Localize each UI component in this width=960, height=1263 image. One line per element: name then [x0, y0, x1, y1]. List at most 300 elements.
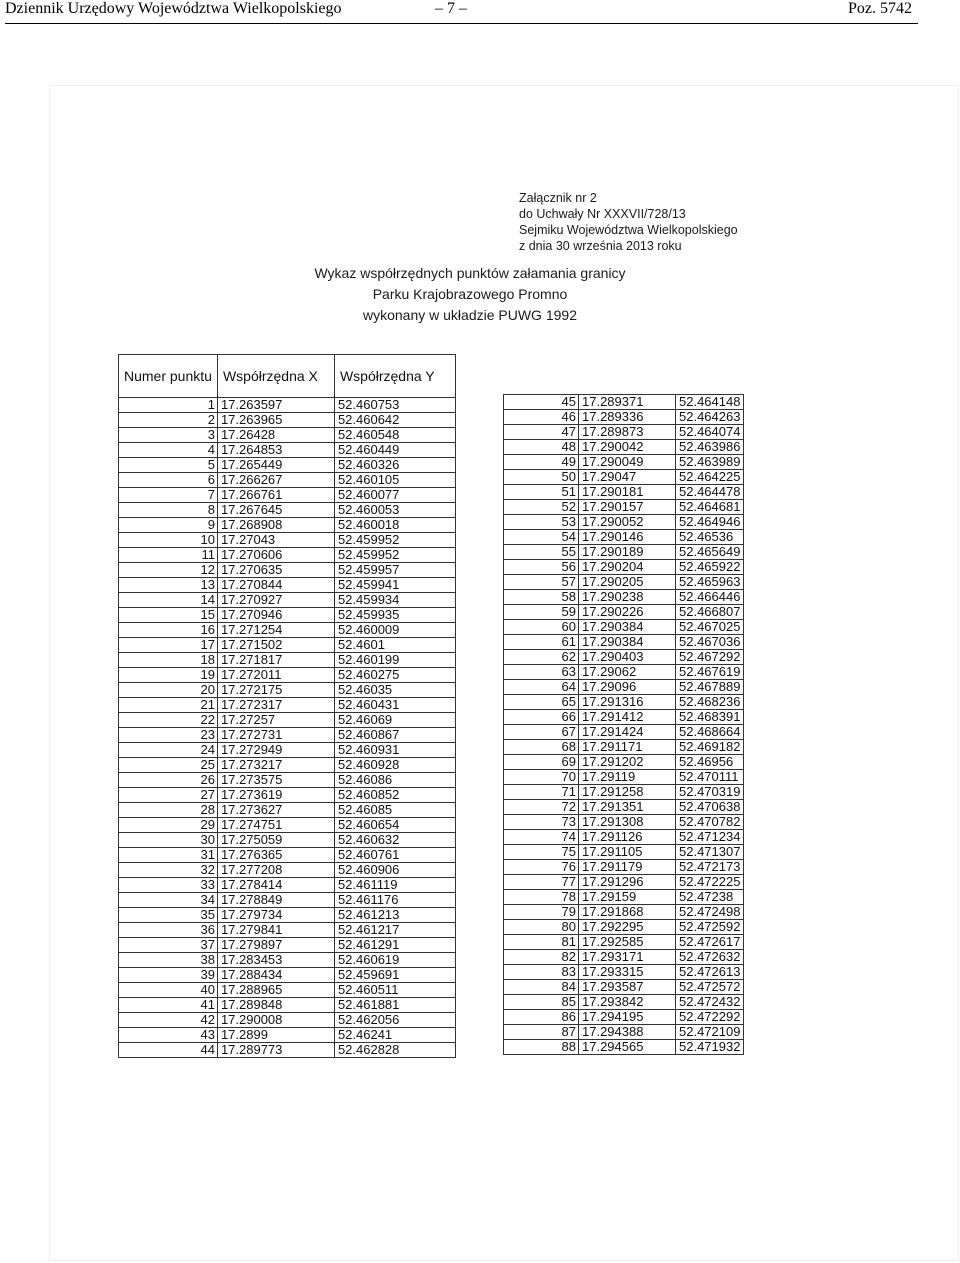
point-number: 74	[504, 830, 579, 845]
coordinate-y: 52.467036	[676, 635, 744, 650]
table-row	[119, 953, 456, 968]
point-number: 81	[504, 935, 579, 950]
coordinate-x: 17.268908	[217, 518, 334, 533]
coordinate-x: 17.29047	[579, 470, 676, 485]
coordinate-y: 52.461217	[334, 923, 455, 938]
coordinate-y: 52.460511	[334, 983, 455, 998]
coordinate-y: 52.467889	[676, 680, 744, 695]
point-number: 52	[504, 500, 579, 515]
coordinate-y: 52.470638	[676, 800, 744, 815]
coordinate-x: 17.272949	[217, 743, 334, 758]
point-number: 78	[504, 890, 579, 905]
table-row	[504, 530, 744, 545]
point-number: 83	[504, 965, 579, 980]
coordinate-y: 52.459934	[334, 593, 455, 608]
coordinate-y: 52.460275	[334, 668, 455, 683]
table-row	[504, 500, 744, 515]
coordinate-x: 17.291868	[579, 905, 676, 920]
table-row	[119, 758, 456, 773]
table-row	[504, 395, 744, 410]
table-row	[119, 863, 456, 878]
point-number: 11	[119, 548, 218, 563]
header-number: Numer punktu	[119, 355, 218, 398]
table-body-right	[504, 395, 744, 1055]
coordinate-y: 52.468236	[676, 695, 744, 710]
table-row	[119, 548, 456, 563]
coordinate-x: 17.273627	[217, 803, 334, 818]
table-row	[119, 698, 456, 713]
coordinate-y: 52.460654	[334, 818, 455, 833]
table-row	[504, 725, 744, 740]
coordinate-x: 17.290146	[579, 530, 676, 545]
coordinate-y: 52.460642	[334, 413, 455, 428]
title-line: Parku Krajobrazowego Promno	[372, 286, 568, 302]
position-number: Poz. 5742	[848, 0, 912, 17]
coordinate-y: 52.468664	[676, 725, 744, 740]
table-row	[504, 455, 744, 470]
coordinate-x: 17.291171	[579, 740, 676, 755]
table-row	[119, 608, 456, 623]
table-row	[504, 485, 744, 500]
point-number: 6	[119, 473, 218, 488]
header-x: Współrzędna X	[217, 355, 334, 398]
point-number: 55	[504, 545, 579, 560]
coordinate-x: 17.279734	[217, 908, 334, 923]
table-row	[504, 575, 744, 590]
coordinate-x: 17.270606	[217, 548, 334, 563]
point-number: 35	[119, 908, 218, 923]
coordinate-x: 17.273575	[217, 773, 334, 788]
coordinate-x: 17.271817	[217, 653, 334, 668]
coordinate-x: 17.279841	[217, 923, 334, 938]
table-row	[504, 650, 744, 665]
point-number: 50	[504, 470, 579, 485]
coordinate-y: 52.467025	[676, 620, 744, 635]
point-number: 49	[504, 455, 579, 470]
point-number: 44	[119, 1043, 218, 1058]
coordinate-y: 52.470319	[676, 785, 744, 800]
coordinate-y: 52.460753	[334, 398, 455, 413]
coordinate-y: 52.460199	[334, 653, 455, 668]
point-number: 79	[504, 905, 579, 920]
table-row	[504, 860, 744, 875]
table-row	[119, 668, 456, 683]
coordinate-x: 17.27043	[217, 533, 334, 548]
table-row	[504, 920, 744, 935]
point-number: 88	[504, 1040, 579, 1055]
table-row	[119, 713, 456, 728]
page-header	[5, 0, 918, 24]
coordinate-y: 52.466446	[676, 590, 744, 605]
coordinate-x: 17.272011	[217, 668, 334, 683]
point-number: 19	[119, 668, 218, 683]
coordinate-y: 52.464074	[676, 425, 744, 440]
coordinate-x: 17.289336	[579, 410, 676, 425]
coordinate-x: 17.292585	[579, 935, 676, 950]
table-row	[504, 1040, 744, 1055]
coordinate-y: 52.472225	[676, 875, 744, 890]
point-number: 68	[504, 740, 579, 755]
coordinate-x: 17.291351	[579, 800, 676, 815]
table-row	[119, 968, 456, 983]
coordinate-x: 17.291202	[579, 755, 676, 770]
coordinate-y: 52.47238	[676, 890, 744, 905]
coordinate-y: 52.460449	[334, 443, 455, 458]
coordinate-y: 52.469182	[676, 740, 744, 755]
table-row	[504, 680, 744, 695]
coordinate-y: 52.461291	[334, 938, 455, 953]
coordinate-y: 52.464478	[676, 485, 744, 500]
coordinate-x: 17.293842	[579, 995, 676, 1010]
annex-note	[519, 190, 819, 254]
table-row	[504, 620, 744, 635]
coordinate-y: 52.463989	[676, 455, 744, 470]
journal-title: Dziennik Urzędowy Województwa Wielkopolskiego	[5, 0, 342, 17]
table-body-left	[119, 398, 456, 1058]
table-row	[504, 770, 744, 785]
point-number: 69	[504, 755, 579, 770]
coordinate-x: 17.27257	[217, 713, 334, 728]
point-number: 42	[119, 1013, 218, 1028]
coordinate-y: 52.46956	[676, 755, 744, 770]
coordinate-x: 17.29096	[579, 680, 676, 695]
table-row	[504, 800, 744, 815]
title-line: Wykaz współrzędnych punktów załamania granicy	[314, 265, 626, 281]
coordinate-x: 17.290157	[579, 500, 676, 515]
coordinate-x: 17.278849	[217, 893, 334, 908]
table-row	[504, 710, 744, 725]
point-number: 64	[504, 680, 579, 695]
coordinate-y: 52.471234	[676, 830, 744, 845]
coordinate-x: 17.289848	[217, 998, 334, 1013]
table-row	[119, 1028, 456, 1043]
coordinate-x: 17.291316	[579, 695, 676, 710]
coordinate-x: 17.290205	[579, 575, 676, 590]
coordinate-x: 17.290052	[579, 515, 676, 530]
coordinate-y: 52.462056	[334, 1013, 455, 1028]
coordinate-y: 52.471307	[676, 845, 744, 860]
coordinate-y: 52.460852	[334, 788, 455, 803]
table-row	[504, 695, 744, 710]
point-number: 29	[119, 818, 218, 833]
point-number: 14	[119, 593, 218, 608]
point-number: 61	[504, 635, 579, 650]
point-number: 77	[504, 875, 579, 890]
table-row	[504, 545, 744, 560]
table-row	[504, 440, 744, 455]
title-line: wykonany w układzie PUWG 1992	[363, 307, 577, 323]
point-number: 36	[119, 923, 218, 938]
coordinate-x: 17.264853	[217, 443, 334, 458]
coordinate-y: 52.460906	[334, 863, 455, 878]
coordinate-y: 52.459952	[334, 533, 455, 548]
point-number: 72	[504, 800, 579, 815]
table-header-row	[119, 355, 456, 398]
coordinate-x: 17.270844	[217, 578, 334, 593]
coordinate-x: 17.290403	[579, 650, 676, 665]
coordinate-x: 17.291126	[579, 830, 676, 845]
coordinate-y: 52.46069	[334, 713, 455, 728]
coordinate-x: 17.277208	[217, 863, 334, 878]
coordinate-x: 17.290042	[579, 440, 676, 455]
table-row	[119, 638, 456, 653]
point-number: 32	[119, 863, 218, 878]
point-number: 86	[504, 1010, 579, 1025]
annex-line: do Uchwały Nr XXXVII/728/13	[519, 207, 686, 221]
table-row	[504, 935, 744, 950]
coordinate-x: 17.289773	[217, 1043, 334, 1058]
coordinate-x: 17.270946	[217, 608, 334, 623]
table-row	[119, 938, 456, 953]
point-number: 10	[119, 533, 218, 548]
coordinate-y: 52.460431	[334, 698, 455, 713]
table-row	[119, 473, 456, 488]
table-row	[504, 755, 744, 770]
coordinate-y: 52.470111	[676, 770, 744, 785]
point-number: 85	[504, 995, 579, 1010]
coordinate-y: 52.461119	[334, 878, 455, 893]
coordinate-y: 52.460761	[334, 848, 455, 863]
coordinate-y: 52.472292	[676, 1010, 744, 1025]
table-row	[119, 1043, 456, 1058]
coordinate-x: 17.294195	[579, 1010, 676, 1025]
coordinate-y: 52.46536	[676, 530, 744, 545]
point-number: 54	[504, 530, 579, 545]
table-row	[119, 398, 456, 413]
point-number: 38	[119, 953, 218, 968]
coordinate-y: 52.464148	[676, 395, 744, 410]
coordinate-x: 17.294388	[579, 1025, 676, 1040]
point-number: 28	[119, 803, 218, 818]
coordinate-x: 17.289873	[579, 425, 676, 440]
coordinate-x: 17.290049	[579, 455, 676, 470]
point-number: 60	[504, 620, 579, 635]
coordinate-y: 52.464946	[676, 515, 744, 530]
coordinates-table-left	[118, 354, 456, 1058]
table-row	[504, 830, 744, 845]
coordinate-x: 17.263965	[217, 413, 334, 428]
table-row	[119, 458, 456, 473]
coordinate-x: 17.265449	[217, 458, 334, 473]
coordinate-x: 17.271254	[217, 623, 334, 638]
table-row	[119, 518, 456, 533]
point-number: 34	[119, 893, 218, 908]
point-number: 33	[119, 878, 218, 893]
coordinate-x: 17.288434	[217, 968, 334, 983]
coordinate-y: 52.460548	[334, 428, 455, 443]
point-number: 18	[119, 653, 218, 668]
coordinate-y: 52.461176	[334, 893, 455, 908]
coordinate-x: 17.290384	[579, 620, 676, 635]
coordinate-y: 52.460009	[334, 623, 455, 638]
table-row	[504, 965, 744, 980]
coordinate-y: 52.464681	[676, 500, 744, 515]
point-number: 51	[504, 485, 579, 500]
table-row	[119, 893, 456, 908]
table-row	[119, 833, 456, 848]
coordinate-x: 17.293315	[579, 965, 676, 980]
coordinate-x: 17.26428	[217, 428, 334, 443]
point-number: 75	[504, 845, 579, 860]
table-row	[119, 908, 456, 923]
table-row	[504, 425, 744, 440]
table-row	[119, 743, 456, 758]
table-row	[119, 983, 456, 998]
table-row	[119, 503, 456, 518]
annex-line: Załącznik nr 2	[519, 191, 597, 205]
table-row	[119, 578, 456, 593]
point-number: 66	[504, 710, 579, 725]
coordinate-y: 52.462828	[334, 1043, 455, 1058]
coordinate-y: 52.460326	[334, 458, 455, 473]
point-number: 16	[119, 623, 218, 638]
point-number: 39	[119, 968, 218, 983]
table-row	[504, 980, 744, 995]
coordinate-y: 52.46035	[334, 683, 455, 698]
point-number: 22	[119, 713, 218, 728]
point-number: 30	[119, 833, 218, 848]
coordinate-y: 52.472613	[676, 965, 744, 980]
coordinate-y: 52.465963	[676, 575, 744, 590]
coordinate-x: 17.29119	[579, 770, 676, 785]
point-number: 56	[504, 560, 579, 575]
coordinate-x: 17.290189	[579, 545, 676, 560]
coordinate-y: 52.472592	[676, 920, 744, 935]
coordinate-y: 52.460867	[334, 728, 455, 743]
coordinate-x: 17.291105	[579, 845, 676, 860]
coordinate-x: 17.292295	[579, 920, 676, 935]
table-row	[119, 488, 456, 503]
point-number: 7	[119, 488, 218, 503]
coordinate-x: 17.291258	[579, 785, 676, 800]
table-row	[119, 428, 456, 443]
coordinate-y: 52.46085	[334, 803, 455, 818]
point-number: 53	[504, 515, 579, 530]
point-number: 48	[504, 440, 579, 455]
point-number: 73	[504, 815, 579, 830]
point-number: 47	[504, 425, 579, 440]
coordinate-x: 17.263597	[217, 398, 334, 413]
coordinate-x: 17.272317	[217, 698, 334, 713]
coordinate-y: 52.460077	[334, 488, 455, 503]
coordinate-x: 17.279897	[217, 938, 334, 953]
coordinate-x: 17.291296	[579, 875, 676, 890]
table-row	[504, 605, 744, 620]
table-row	[504, 590, 744, 605]
coordinate-y: 52.460105	[334, 473, 455, 488]
point-number: 80	[504, 920, 579, 935]
table-row	[119, 923, 456, 938]
coordinate-y: 52.468391	[676, 710, 744, 725]
table-row	[119, 803, 456, 818]
coordinate-x: 17.290204	[579, 560, 676, 575]
coordinate-y: 52.4601	[334, 638, 455, 653]
point-number: 70	[504, 770, 579, 785]
table-row	[504, 785, 744, 800]
point-number: 46	[504, 410, 579, 425]
coordinate-x: 17.270927	[217, 593, 334, 608]
table-row	[504, 665, 744, 680]
coordinate-x: 17.276365	[217, 848, 334, 863]
table-row	[504, 515, 744, 530]
coordinate-y: 52.470782	[676, 815, 744, 830]
point-number: 87	[504, 1025, 579, 1040]
coordinate-y: 52.461881	[334, 998, 455, 1013]
coordinate-x: 17.291179	[579, 860, 676, 875]
point-number: 40	[119, 983, 218, 998]
coordinate-y: 52.460632	[334, 833, 455, 848]
coordinate-x: 17.290008	[217, 1013, 334, 1028]
coordinates-table-right	[503, 394, 744, 1055]
page-number: – 7 –	[435, 0, 467, 17]
coordinate-y: 52.460928	[334, 758, 455, 773]
point-number: 76	[504, 860, 579, 875]
coordinate-x: 17.275059	[217, 833, 334, 848]
document-title	[250, 263, 690, 326]
table-row	[504, 815, 744, 830]
table-row	[119, 1013, 456, 1028]
table-row	[119, 563, 456, 578]
point-number: 43	[119, 1028, 218, 1043]
coordinate-x: 17.266267	[217, 473, 334, 488]
point-number: 17	[119, 638, 218, 653]
table-row	[504, 740, 744, 755]
table-row	[504, 845, 744, 860]
coordinate-y: 52.460018	[334, 518, 455, 533]
coordinate-x: 17.271502	[217, 638, 334, 653]
point-number: 62	[504, 650, 579, 665]
point-number: 20	[119, 683, 218, 698]
table-row	[119, 788, 456, 803]
coordinate-x: 17.29062	[579, 665, 676, 680]
point-number: 63	[504, 665, 579, 680]
coordinate-x: 17.272731	[217, 728, 334, 743]
point-number: 9	[119, 518, 218, 533]
point-number: 15	[119, 608, 218, 623]
coordinate-x: 17.273619	[217, 788, 334, 803]
coordinate-x: 17.291412	[579, 710, 676, 725]
coordinate-y: 52.464263	[676, 410, 744, 425]
table-row	[504, 1025, 744, 1040]
point-number: 59	[504, 605, 579, 620]
point-number: 37	[119, 938, 218, 953]
point-number: 1	[119, 398, 218, 413]
point-number: 2	[119, 413, 218, 428]
coordinate-y: 52.464225	[676, 470, 744, 485]
coordinate-x: 17.291424	[579, 725, 676, 740]
coordinate-x: 17.290226	[579, 605, 676, 620]
scanned-page	[50, 86, 958, 1260]
point-number: 27	[119, 788, 218, 803]
table-row	[504, 905, 744, 920]
coordinate-x: 17.290181	[579, 485, 676, 500]
point-number: 45	[504, 395, 579, 410]
point-number: 57	[504, 575, 579, 590]
point-number: 65	[504, 695, 579, 710]
point-number: 8	[119, 503, 218, 518]
coordinate-y: 52.459935	[334, 608, 455, 623]
table-row	[119, 773, 456, 788]
point-number: 82	[504, 950, 579, 965]
coordinate-y: 52.460053	[334, 503, 455, 518]
annex-line: Sejmiku Województwa Wielkopolskiego	[519, 223, 738, 237]
point-number: 26	[119, 773, 218, 788]
point-number: 24	[119, 743, 218, 758]
coordinate-x: 17.293171	[579, 950, 676, 965]
table-row	[504, 995, 744, 1010]
coordinate-y: 52.459941	[334, 578, 455, 593]
coordinate-y: 52.46086	[334, 773, 455, 788]
